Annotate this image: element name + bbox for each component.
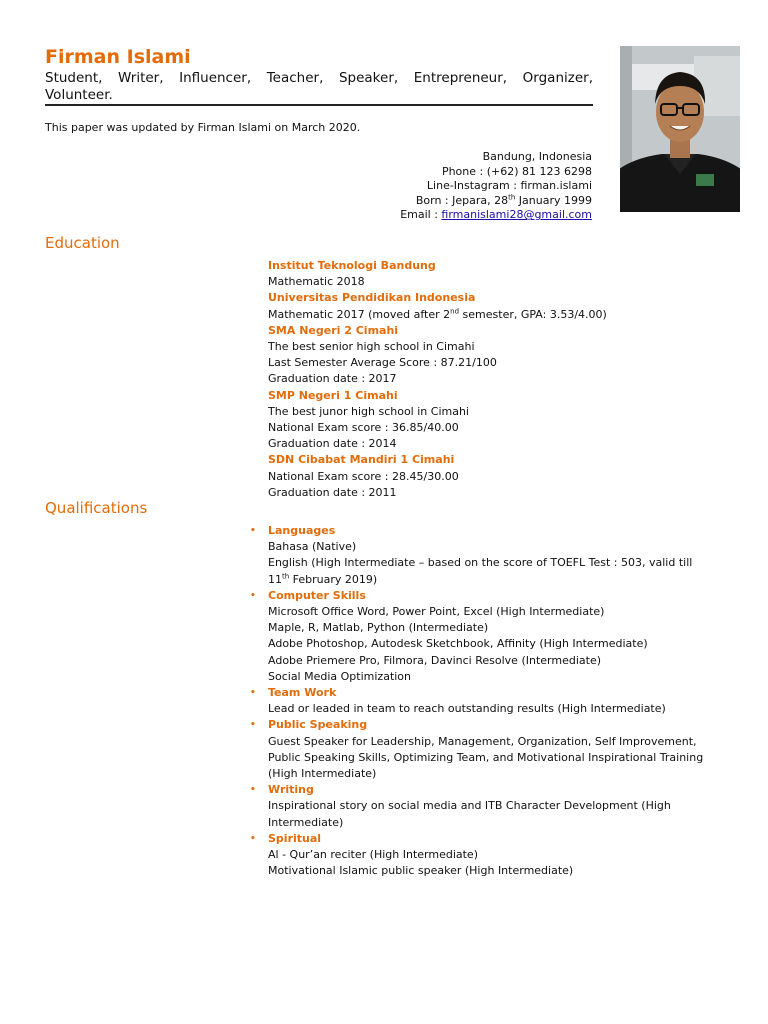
contact-location: Bandung, Indonesia — [482, 150, 592, 163]
qual-languages: • Languages — [268, 523, 703, 539]
school-detail: National Exam score : 36.85/40.00 — [268, 421, 459, 435]
qual-detail: Adobe Photoshop, Autodesk Sketchbook, Affinity (High Intermediate) — [268, 637, 648, 651]
qual-detail: Social Media Optimization — [268, 669, 412, 683]
contact-phone: Phone : (+62) 81 123 6298 — [441, 164, 592, 178]
qual-detail: Maple, R, Matlab, Python (Intermediate) — [268, 621, 489, 635]
contact-email: Email : firmanislami28@gmail.com — [400, 208, 592, 222]
bullet-icon: • — [250, 833, 256, 844]
qual-computer-skills: • Computer Skills — [268, 588, 703, 604]
qual-detail: Microsoft Office Word, Power Point, Excel (High Intermediate) — [268, 605, 605, 619]
person-photo-icon — [620, 46, 740, 212]
school-detail: Mathematic 2017 (moved after 2nd semester, GPA: 3.53/4.00) — [268, 306, 607, 321]
qual-detail: Intermediate) — [268, 815, 344, 829]
bullet-icon: • — [250, 720, 256, 731]
school-detail: Graduation date : 2011 — [268, 485, 397, 499]
email-link[interactable]: firmanislami28@gmail.com — [441, 208, 592, 222]
bullet-icon: • — [250, 590, 256, 601]
qual-detail: English (High Intermediate – based on the score of TOEFL Test : 503, valid till — [268, 556, 693, 570]
school-detail: The best senior high school in Cimahi — [268, 340, 475, 354]
school-detail: Graduation date : 2017 — [268, 372, 397, 386]
qual-detail: 11th February 2019) — [268, 571, 378, 586]
qual-detail: Bahasa (Native) — [268, 540, 357, 554]
school-sma: SMA Negeri 2 Cimahi — [268, 323, 399, 337]
education-list — [268, 258, 607, 501]
qual-detail: Lead or leaded in team to reach outstanding results (High Intermediate) — [268, 702, 666, 716]
qual-spiritual: • Spiritual — [268, 831, 703, 847]
school-upi: Universitas Pendidikan Indonesia — [268, 291, 476, 305]
person-name: Firman Islami — [45, 46, 191, 68]
qualifications-heading: Qualifications — [45, 499, 148, 517]
school-sdn: SDN Cibabat Mandiri 1 Cimahi — [268, 453, 455, 467]
qual-public-speaking: • Public Speaking — [268, 717, 703, 733]
contact-block — [400, 150, 592, 223]
update-note: This paper was updated by Firman Islami on March 2020. — [45, 121, 361, 134]
contact-line-instagram: Line-Instagram : firman.islami — [426, 179, 592, 193]
education-heading: Education — [45, 234, 120, 252]
header-divider — [45, 104, 593, 106]
school-detail: Mathematic 2018 — [268, 275, 365, 289]
qual-detail: (High Intermediate) — [268, 767, 377, 781]
qual-detail: Al - Qur’an reciter (High Intermediate) — [268, 848, 478, 862]
school-detail: Graduation date : 2014 — [268, 437, 397, 451]
bullet-icon: • — [250, 688, 256, 699]
school-itb: Institut Teknologi Bandung — [268, 259, 436, 272]
qual-detail: Adobe Priemere Pro, Filmora, Davinci Resolve (Intermediate) — [268, 653, 601, 667]
qual-detail: Motivational Islamic public speaker (High Intermediate) — [268, 864, 574, 878]
contact-born: Born : Jepara, 28th January 1999 — [415, 193, 592, 207]
school-detail: Last Semester Average Score : 87.21/100 — [268, 356, 497, 370]
qual-team-work: • Team Work — [268, 685, 703, 701]
school-detail: National Exam score : 28.45/30.00 — [268, 469, 459, 483]
roles-line: Student, Writer, Influencer, Teacher, Speaker, Entrepreneur, Organizer, Volunteer. — [45, 70, 593, 103]
qualifications-list — [250, 523, 704, 879]
bullet-icon: • — [250, 785, 256, 796]
bullet-icon: • — [250, 526, 256, 536]
school-smp: SMP Negeri 1 Cimahi — [268, 388, 398, 402]
school-detail: The best junor high school in Cimahi — [268, 404, 469, 418]
profile-photo — [620, 46, 740, 212]
qual-detail: Public Speaking Skills, Optimizing Team, and Motivational Inspirational Training — [268, 750, 704, 764]
qual-detail: Inspirational story on social media and ITB Character Development (High — [268, 799, 671, 813]
qual-writing: • Writing — [268, 782, 703, 798]
qual-detail: Guest Speaker for Leadership, Management, Organization, Self Improvement, — [268, 734, 697, 748]
